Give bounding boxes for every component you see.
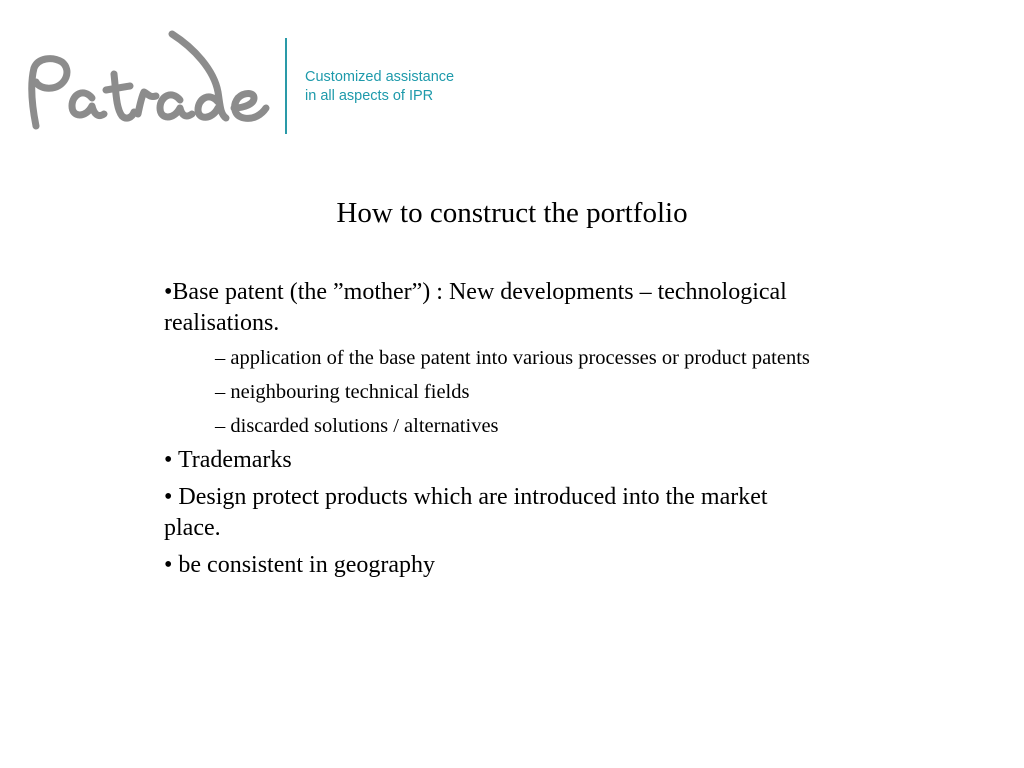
slide-title: How to construct the portfolio <box>336 197 688 229</box>
logo-divider <box>285 38 287 134</box>
sub-bullet-discarded-solutions: – discarded solutions / alternatives <box>215 415 499 437</box>
patrade-logo-script <box>22 28 274 140</box>
tagline-line-2: in all aspects of IPR <box>305 88 434 104</box>
patrade-logo <box>22 28 274 140</box>
bullet-trademarks: • Trademarks <box>164 447 292 473</box>
slide-body <box>164 277 824 587</box>
bullet-base-patent: •Base patent (the ”mother”) : New developments – technological realisations. <box>164 279 787 336</box>
bullet-design-protect: • Design protect products which are introduced into the market place. <box>164 484 768 541</box>
bullet-geography: • be consistent in geography <box>164 552 436 578</box>
tagline-line-1: Customized assistance <box>305 69 455 85</box>
sub-bullet-neighbouring-fields: – neighbouring technical fields <box>215 381 470 403</box>
tagline <box>305 68 454 106</box>
sub-bullet-application: – application of the base patent into various processes or product patents <box>215 347 810 369</box>
